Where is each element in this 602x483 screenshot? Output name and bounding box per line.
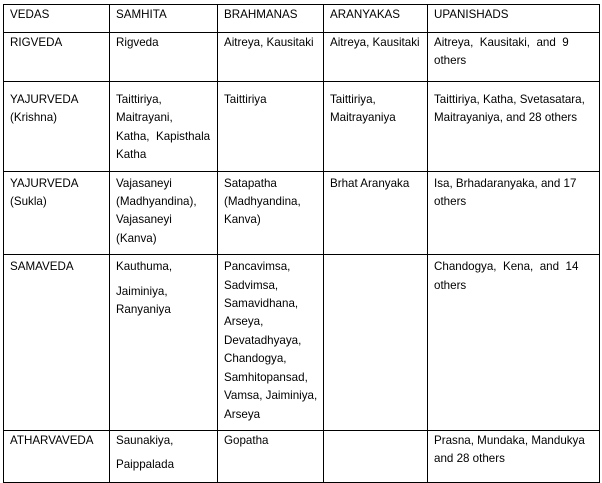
veda-name: ATHARVAVEDA (10, 433, 94, 447)
upanishads-cell (428, 82, 600, 172)
brahmanas-line: Devatadhyaya, (224, 333, 302, 347)
samhita-cell (110, 82, 218, 172)
samhita-cell (110, 430, 218, 482)
samhita-line: (Kanva) (116, 231, 157, 245)
header-cell-vedas (4, 5, 110, 33)
samhita-line: Vajasaneyi (116, 176, 172, 190)
aranyakas-line: Taittiriya, (330, 93, 376, 106)
header-samhita: SAMHITA (116, 8, 167, 21)
upanishads-cell (428, 33, 600, 82)
samhita-cell (110, 33, 218, 82)
brahmanas-line: Arseya (224, 407, 261, 421)
aranyakas-cell (324, 430, 428, 482)
samhita-line: Ranyaniya (116, 303, 171, 317)
samhita-line: Rigveda (116, 36, 159, 49)
upanishads-cell (428, 430, 600, 482)
header-row (4, 5, 600, 33)
veda-name: YAJURVEDA (10, 176, 79, 190)
upanishads-line: Isa, Brhadaranyaka, and 17 (434, 176, 577, 190)
brahmanas-line: Samhitopansad, (224, 370, 308, 384)
header-cell-upanishads (428, 5, 600, 33)
veda-name: RIGVEDA (10, 36, 63, 49)
upanishads-line: Taittiriya, Katha, Svetasatara, (434, 93, 585, 106)
header-cell-samhita (110, 5, 218, 33)
brahmanas-cell (218, 171, 324, 255)
header-brahmanas: BRAHMANAS (224, 8, 298, 21)
upanishads-line: others (434, 195, 467, 209)
brahmanas-line: (Madhyandina, (224, 195, 301, 209)
aranyakas-cell (324, 255, 428, 431)
samhita-line: Saunakiya, (116, 433, 174, 447)
brahmanas-line: Aitreya, Kausitaki (224, 36, 314, 49)
upanishads-line: Chandogya, Kena, and 14 (434, 260, 579, 274)
brahmanas-line: Taittiriya (224, 93, 267, 106)
brahmanas-line: Chandogya, (224, 352, 287, 366)
upanishads-line: others (434, 278, 467, 292)
veda-branch: (Sukla) (10, 195, 47, 209)
upanishads-line: and 28 others (434, 452, 505, 466)
aranyakas-cell (324, 171, 428, 255)
brahmanas-cell (218, 82, 324, 172)
header-upanishads: UPANISHADS (434, 8, 509, 21)
aranyakas-line: Maitrayaniya (330, 111, 396, 125)
veda-name: YAJURVEDA (10, 93, 79, 106)
upanishads-cell (428, 255, 600, 431)
samhita-line: Jaiminiya, (116, 284, 168, 298)
aranyakas-cell (324, 33, 428, 82)
brahmanas-line: Sadvimsa, (224, 278, 279, 292)
brahmanas-line: Gopatha (224, 433, 269, 447)
brahmanas-line: Arseya, (224, 315, 264, 329)
vedas-table (3, 4, 600, 483)
samhita-line: Maitrayani, (116, 111, 173, 125)
samhita-cell (110, 255, 218, 431)
aranyakas-line: Brhat Aranyaka (330, 176, 410, 190)
brahmanas-line: Vamsa, Jaiminiya, (224, 389, 318, 403)
samhita-line: Paippalada (116, 458, 175, 472)
upanishads-line: others (434, 54, 467, 68)
brahmanas-cell (218, 255, 324, 431)
header-cell-brahmanas (218, 5, 324, 33)
veda-branch: (Krishna) (10, 111, 58, 125)
samhita-line: Katha (116, 148, 147, 162)
table-row (4, 171, 600, 255)
table-row (4, 82, 600, 172)
veda-cell (4, 430, 110, 482)
upanishads-line: Prasna, Mundaka, Mandukya (434, 433, 585, 447)
samhita-line: Vajasaneyi (116, 213, 172, 227)
header-aranyakas: ARANYAKAS (330, 8, 401, 21)
table-row (4, 255, 600, 431)
samhita-cell (110, 171, 218, 255)
upanishads-line: Maitrayaniya, and 28 others (434, 111, 578, 125)
brahmanas-cell (218, 33, 324, 82)
veda-name: SAMAVEDA (10, 260, 74, 274)
veda-cell (4, 82, 110, 172)
brahmanas-cell (218, 430, 324, 482)
brahmanas-line: Samavidhana, (224, 297, 299, 311)
brahmanas-line: Pancavimsa, (224, 260, 291, 274)
samhita-line: Taittiriya, (116, 93, 162, 106)
aranyakas-cell (324, 82, 428, 172)
header-vedas: VEDAS (10, 8, 50, 21)
samhita-line: Kauthuma, (116, 260, 173, 274)
upanishads-line: Aitreya, Kausitaki, and 9 (434, 36, 569, 49)
veda-cell (4, 33, 110, 82)
veda-cell (4, 171, 110, 255)
table-row (4, 33, 600, 82)
veda-cell (4, 255, 110, 431)
samhita-line: (Madhyandina), (116, 195, 197, 209)
header-cell-aranyakas (324, 5, 428, 33)
aranyakas-line: Aitreya, Kausitaki (330, 36, 420, 49)
brahmanas-line: Kanva) (224, 213, 261, 227)
upanishads-cell (428, 171, 600, 255)
brahmanas-line: Satapatha (224, 176, 277, 190)
samhita-line: Katha, Kapisthala (116, 129, 211, 143)
table-row (4, 430, 600, 482)
